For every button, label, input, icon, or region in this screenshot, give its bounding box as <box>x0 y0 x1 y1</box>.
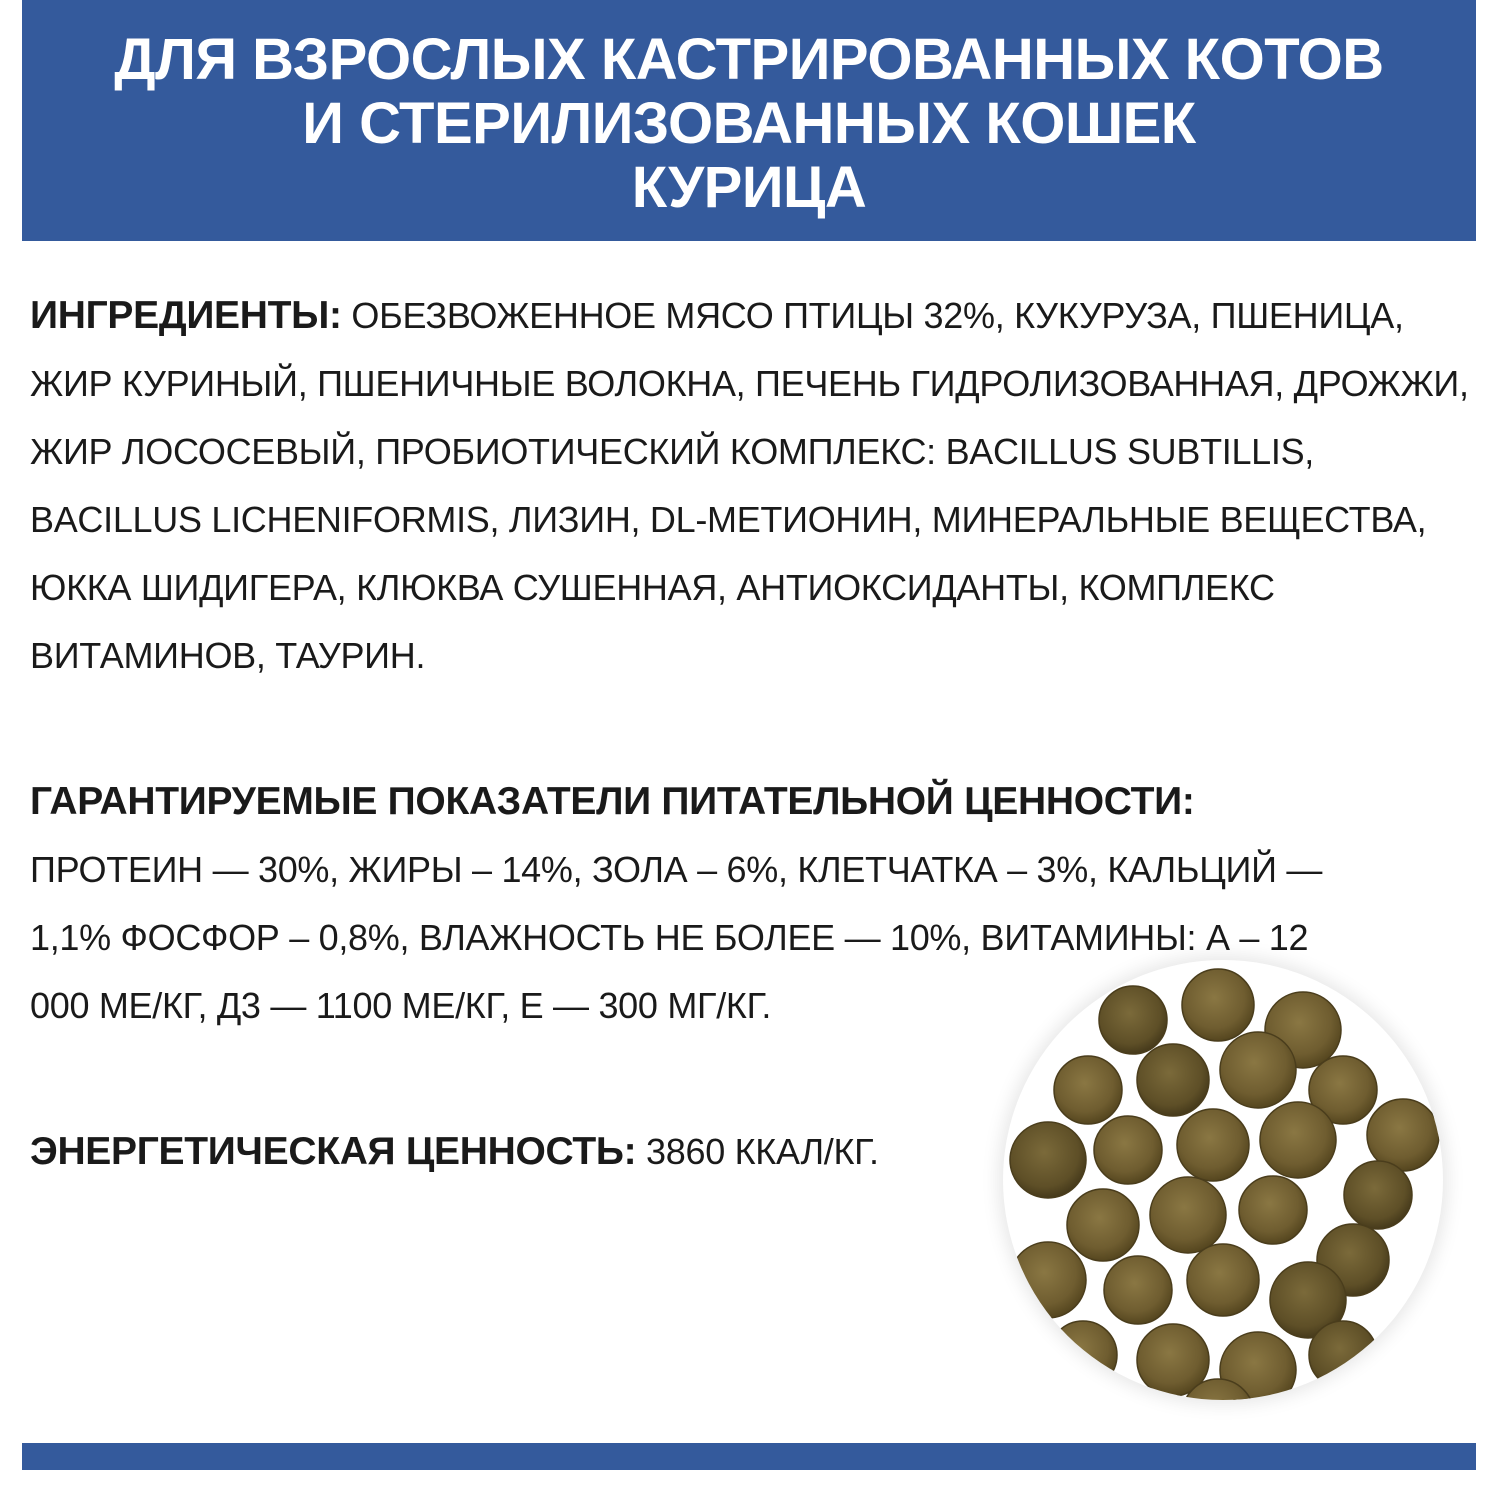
kibble-pellet <box>1187 1244 1259 1316</box>
kibble-pellet <box>1344 1161 1412 1229</box>
kibble-pellet <box>1054 1056 1122 1124</box>
kibble-pellet <box>1137 1044 1209 1116</box>
header-line-1: ДЛЯ ВЗРОСЛЫХ КАСТРИРОВАННЫХ КОТОВ <box>114 26 1384 92</box>
kibble-pellet <box>1150 1177 1226 1253</box>
kibble-pellet <box>1099 986 1167 1054</box>
kibble-illustration <box>1003 960 1443 1400</box>
energy-label: ЭНЕРГЕТИЧЕСКАЯ ЦЕННОСТЬ: <box>30 1130 637 1173</box>
kibble-pellet <box>1239 1176 1307 1244</box>
ingredients-label: ИНГРЕДИЕНТЫ: <box>30 294 342 337</box>
ingredients-text: ОБЕЗВОЖЕННОЕ МЯСО ПТИЦЫ 32%, КУКУРУЗА, ПШЕНИЦА, ЖИР КУРИНЫЙ, ПШЕНИЧНЫЕ ВОЛОКНА, ПЕЧЕНЬ ГИДРОЛИЗОВАННАЯ, ДРОЖЖИ, ЖИР ЛОСОСЕВЫЙ, ПРОБИОТИЧЕСКИЙ КОМПЛЕКС: BACILLUS SUBTILLIS, BACILLUS LICHENIFORMIS, ЛИЗИН, DL-МЕТИОНИН, МИНЕРАЛЬНЫЕ ВЕЩЕСТВА, ЮККА ШИДИГЕРА, КЛЮКВА СУШЕННАЯ, АНТИОКСИДАНТЫ, КОМПЛЕКС ВИТАМИНОВ, ТАУРИН. <box>30 295 1469 676</box>
kibble-pellet <box>1067 1189 1139 1261</box>
ingredients-paragraph <box>30 282 1470 690</box>
kibble-pellet <box>1094 1116 1162 1184</box>
kibble-pellet <box>1010 1242 1086 1318</box>
kibble-pellet <box>1260 1102 1336 1178</box>
header-line-2: И СТЕРИЛИЗОВАННЫХ КОШЕК <box>302 90 1196 156</box>
kibble-pellet <box>1182 969 1254 1041</box>
energy-value: 3860 ККАЛ/КГ. <box>646 1131 879 1172</box>
nutrition-heading: ГАРАНТИРУЕМЫЕ ПОКАЗАТЕЛИ ПИТАТЕЛЬНОЙ ЦЕННОСТИ: <box>30 780 1195 823</box>
nutrition-text: ПРОТЕИН — 30%, ЖИРЫ – 14%, ЗОЛА – 6%, КЛЕТЧАТКА – 3%, КАЛЬЦИЙ — 1,1% ФОСФОР – 0,8%, ВЛАЖНОСТЬ НЕ БОЛЕЕ — 10%, ВИТАМИНЫ: А – 12 000 МЕ/КГ, Д3 — 1100 МЕ/КГ, Е — 300 МГ/КГ. <box>30 849 1323 1026</box>
kibble-pellet <box>1220 1032 1296 1108</box>
kibble-pellet <box>1309 1321 1377 1389</box>
kibble-pellet <box>1177 1109 1249 1181</box>
header-banner <box>22 0 1476 241</box>
kibble-photo-icon <box>1003 960 1443 1400</box>
header-line-3: КУРИЦА <box>631 154 867 220</box>
footer-banner <box>22 1443 1476 1470</box>
kibble-pellet <box>1049 1321 1117 1389</box>
kibble-pellet <box>1010 1122 1086 1198</box>
kibble-pellet <box>1367 1099 1439 1171</box>
kibble-pellet <box>1104 1256 1172 1324</box>
